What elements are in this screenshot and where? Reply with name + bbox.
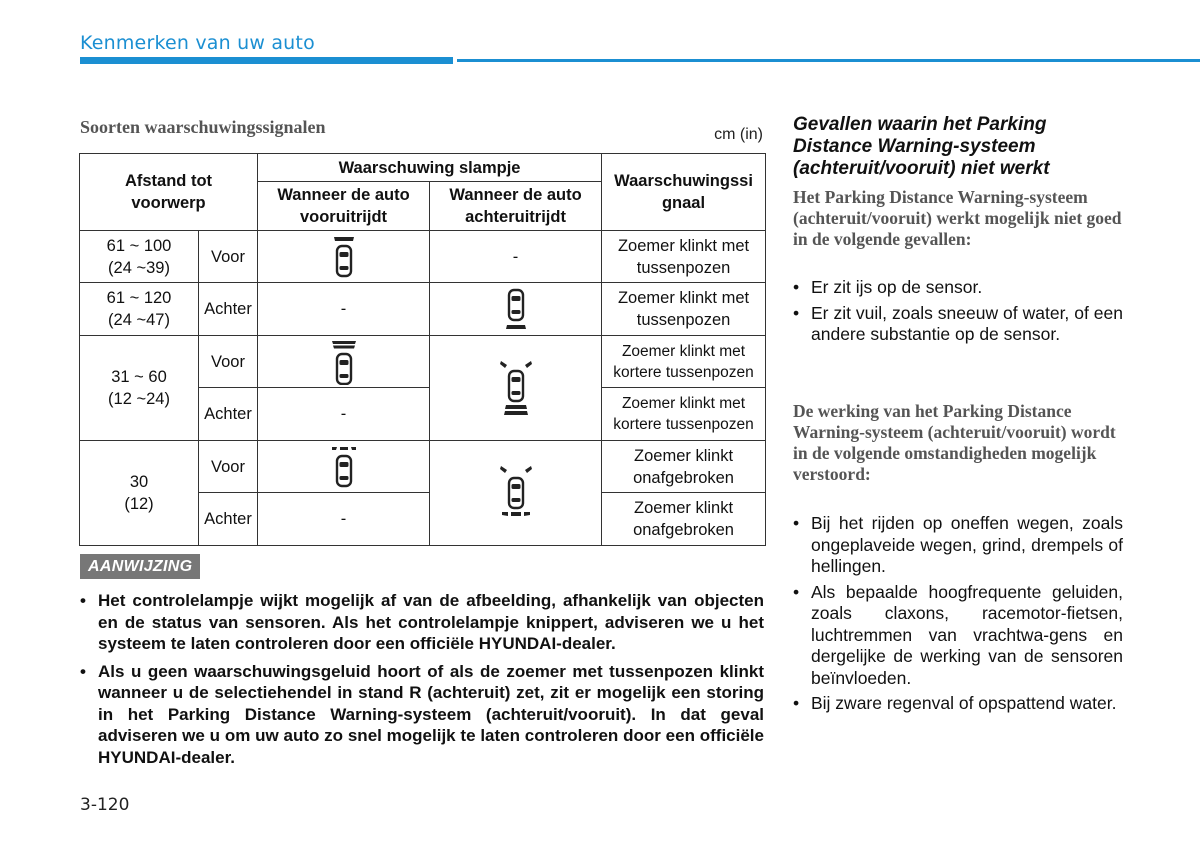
header-rule: [457, 59, 1200, 62]
rear-continuous-warning-icon: [430, 441, 602, 546]
header-signal: Waarschuwingssi gnaal: [602, 154, 766, 231]
front-warning-icon: [258, 336, 430, 388]
right-list-2: [793, 513, 1123, 719]
table-row: [80, 336, 766, 388]
table-row: [80, 283, 766, 336]
table-heading: Soorten waarschuwingssignalen: [80, 117, 326, 137]
rear-corner-warning-icon: [430, 336, 602, 441]
forward-cell: -: [258, 388, 430, 441]
signal-cell: Zoemer klinkt onafgebroken: [602, 493, 766, 546]
right-intro-2: De werking van het Parking Distance Warning-systeem (achteruit/vooruit) wordt in de volgende omstandigheden mogelijk verstoord:: [793, 401, 1116, 484]
signal-cell: Zoemer klinkt met tussenpozen: [602, 231, 766, 283]
distance-cell: 61 ~ 120 (24 ~47): [80, 283, 199, 336]
signal-cell: Zoemer klinkt met tussenpozen: [602, 283, 766, 336]
list-item: • Als bepaalde hoogfrequente geluiden, zoals claxons, racemotor-fietsen, luchtremmen van vrachtwa-gens en dergelijke de werking van de sensoren beïnvloeden.: [793, 582, 1123, 690]
list-item: • Bij zware regenval of opspattend water.: [793, 693, 1123, 715]
note-label: AANWIJZING: [80, 554, 200, 579]
table-row: [80, 441, 766, 493]
header-bar: [80, 57, 453, 64]
note-list: [80, 590, 764, 774]
signal-cell: Zoemer klinkt onafgebroken: [602, 441, 766, 493]
front-warning-icon: [258, 231, 430, 283]
distance-cell: 30 (12): [80, 441, 199, 546]
side-cell: Achter: [199, 283, 258, 336]
side-cell: Achter: [199, 493, 258, 546]
header-reverse: Wanneer de auto achteruitrijdt: [430, 182, 602, 231]
note-item: • Het controlelampje wijkt mogelijk af van de afbeelding, afhankelijk van objecten en de status van sensoren. Als het controlelampje knippert, adviseren we u het systeem te laten controleren door een officiële HYUNDAI-dealer.: [80, 590, 764, 655]
section-header-title: Kenmerken van uw auto: [80, 32, 315, 54]
right-list-1: [793, 277, 1123, 350]
unit-label: cm (in): [714, 126, 763, 143]
list-item: • Bij het rijden op oneffen wegen, zoals ongeplaveide wegen, grind, drempels of hellingen.: [793, 513, 1123, 578]
list-item: • Er zit vuil, zoals sneeuw of water, of een andere substantie op de sensor.: [793, 303, 1123, 346]
right-intro-1: Het Parking Distance Warning-systeem (achteruit/vooruit) werkt mogelijk niet goed in de volgende gevallen:: [793, 187, 1122, 249]
list-item: • Er zit ijs op de sensor.: [793, 277, 1123, 299]
signal-cell: Zoemer klinkt met kortere tussenpozen: [602, 336, 766, 388]
side-cell: Voor: [199, 336, 258, 388]
header-distance: Afstand tot voorwerp: [80, 154, 258, 231]
reverse-cell: -: [430, 231, 602, 283]
header-forward: Wanneer de auto vooruitrijdt: [258, 182, 430, 231]
distance-cell: 61 ~ 100 (24 ~39): [80, 231, 199, 283]
right-section-title: Gevallen waarin het Parking Distance Warning-systeem (achteruit/vooruit) niet werkt: [793, 114, 1050, 179]
side-cell: Voor: [199, 231, 258, 283]
warning-signals-table: [79, 153, 766, 546]
header-lamp: Waarschuwing slampje: [258, 154, 602, 182]
note-item: • Als u geen waarschuwingsgeluid hoort of als de zoemer met tussenpozen klinkt wanneer u de selectiehendel in stand R (achteruit) zet, zit er mogelijk een storing in het Parking Distance Warning-systeem (achteruit/vooruit). In dat geval adviseren we u om uw auto zo snel mogelijk te laten controleren door een officiële HYUNDAI-dealer.: [80, 661, 764, 769]
distance-cell: 31 ~ 60 (12 ~24): [80, 336, 199, 441]
side-cell: Voor: [199, 441, 258, 493]
rear-warning-icon: [430, 283, 602, 336]
page-number: 3-120: [80, 795, 130, 815]
forward-cell: -: [258, 493, 430, 546]
table-row: [80, 231, 766, 283]
side-cell: Achter: [199, 388, 258, 441]
front-continuous-warning-icon: [258, 441, 430, 493]
forward-cell: -: [258, 283, 430, 336]
signal-cell: Zoemer klinkt met kortere tussenpozen: [602, 388, 766, 441]
